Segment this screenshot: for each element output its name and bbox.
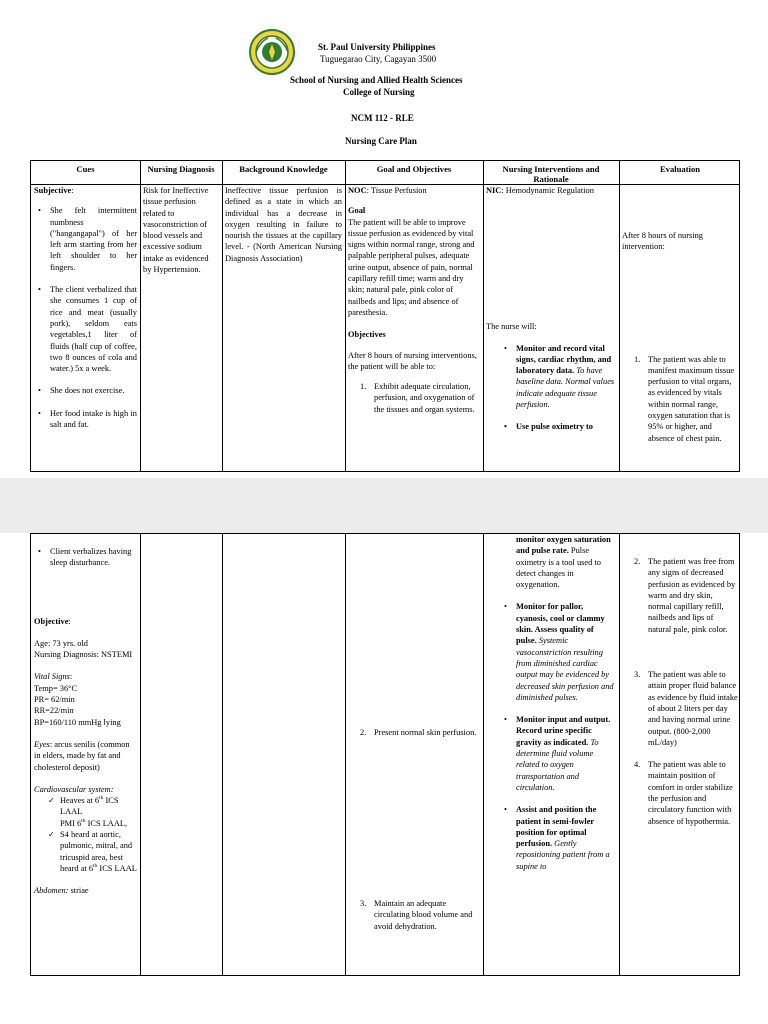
evaluation-cell-page-2 xyxy=(619,556,741,977)
noc-label: NOC xyxy=(348,186,367,195)
colon: : xyxy=(71,186,74,195)
evaluation-intro: After 8 hours of nursing intervention: xyxy=(622,231,703,252)
cues-cell-page-2 xyxy=(31,546,140,977)
evaluation-1-text: The patient was able to manifest maximum tissue perfusion to vital organs, as evidenced by vitals within normal range, oxygen saturation that is 95% or higher, and absence of chest pain. xyxy=(648,354,735,443)
interventions-cell-page-2 xyxy=(483,534,619,977)
goal-label: Goal xyxy=(348,206,366,216)
objective-1-text: Exhibit adequate circulation, perfusion, and oxygenation of the tissues and organ systems. xyxy=(374,382,475,414)
objective-2-block xyxy=(345,727,483,738)
intervention-4-title: Monitor input and output. Record urine specific gravity as indicated. xyxy=(516,715,611,747)
objective-number: 1. xyxy=(360,382,367,392)
nursing-diagnosis-text: Risk for Ineffective tissue perfusion related to vasoconstriction of blood vessels and excessive sodium intake as evidenced by Hypertension. xyxy=(143,186,209,275)
cue-item: • The client verbalized that she consumes 1 cup of rice and meat (usually pork), seldom eats vegetables,1 liter of fluids (half cup of coffee, two 8 ounces of cola and water.) 5x a week. xyxy=(34,284,137,374)
interventions-cell-page-1 xyxy=(483,185,619,473)
care-plan-table-page-1 xyxy=(30,160,740,472)
nic-text: : Hemodynamic Regulation xyxy=(501,186,594,195)
intervention-1-title: Monitor and record vital signs, cardiac rhythm, and laboratory data. xyxy=(516,343,612,376)
bp-text: BP=160/110 mmHg lying xyxy=(34,717,121,727)
document-title: Nursing Care Plan xyxy=(345,136,417,146)
document-page-1 xyxy=(0,0,768,478)
cv-finding-1c: PMI 6 xyxy=(60,818,82,828)
goals-cell-page-1 xyxy=(345,185,483,473)
column-header-nursing-diagnosis: Nursing Diagnosis xyxy=(147,164,215,174)
document-page-2 xyxy=(0,533,768,1024)
intervention-5-title: Assist and position the patient in semi-fowler position for optimal perfusion. xyxy=(516,805,597,849)
nurse-will-text: The nurse will: xyxy=(486,322,537,332)
cue-item-sleep: • Client verbalizes having sleep disturbance. xyxy=(34,546,137,569)
eyes-text: : arcus senilis (common in elders, made by fat and cholesterol deposit) xyxy=(34,739,130,772)
cv-finding-1b: ICS LAAL xyxy=(60,796,119,817)
intervention-4-rationale: To determine fluid volume related to oxygen transportation and circulation. xyxy=(516,737,599,792)
objective-3-text: Maintain an adequate circulating blood volume and avoid dehydration. xyxy=(374,899,473,931)
intervention-2-continued: monitor oxygen saturation and pulse rate. xyxy=(516,535,611,556)
page-gap xyxy=(0,478,768,533)
evaluation-number: 1. xyxy=(634,354,641,364)
course-code: NCM 112 - RLE xyxy=(351,113,414,123)
age-text: Age: 73 yrs. old xyxy=(34,638,88,648)
column-header-goal-objectives: Goal and Objectives xyxy=(376,164,452,174)
column-header-evaluation: Evaluation xyxy=(659,164,701,174)
eyes-label: Eyes xyxy=(34,739,50,749)
intervention-1-rationale: To have baseline data. Normal values indicate adequate tissue perfusion. xyxy=(516,366,615,410)
superscript: th xyxy=(93,863,98,870)
cv-finding-2a: S4 heard at aortic, pulmonic, mitral, and tricuspid area, best heard at 6 xyxy=(60,830,133,873)
cv-finding-1a: Heaves at 6 xyxy=(60,796,100,806)
rr-text: RR=22/min xyxy=(34,706,74,716)
nursing-dx-text: Nursing Diagnosis: NSTEMI xyxy=(34,650,133,660)
colon: : xyxy=(69,672,73,682)
objectives-intro: After 8 hours of nursing interventions, the patient will be able to: xyxy=(348,350,477,371)
cue-item: • She felt intermittent numbness ("hangangapal") of her left arm starting from her left shoulder to her fingers. xyxy=(34,205,137,273)
goal-text: The patient will be able to improve tissue perfusion as evidenced by vital signs within normal range, strong and palpable peripheral pulses, adequate urine output, absence of pain, normal capillary refill time; warm and dry skin; natural pale, pink color of nailbeds and lips; and absence of paresthesia. xyxy=(348,217,475,317)
objective-3-block xyxy=(345,898,483,932)
intervention-3-title: Monitor for pallor, cyanosis, cool or clammy skin. Assess quality of pulse. xyxy=(516,602,605,646)
care-plan-table-page-2 xyxy=(30,533,740,976)
cue-item: • Her food intake is high in salt and fat. xyxy=(34,408,137,431)
intervention-3-rationale: Systemic vasoconstriction resulting from diminished cardiac output may be evidenced by decreased skin perfusion and diminished pulses. xyxy=(516,636,614,702)
evaluation-number: 2. xyxy=(634,557,641,566)
evaluation-4-text: The patient was able to maintain position of comfort in order stabilize the perfusion and circulatory function with absence of hypothermia. xyxy=(648,760,733,826)
intervention-2-text: Pulse oximetry is a tool used to detect changes in oxygenation. xyxy=(516,546,601,590)
objectives-label: Objectives xyxy=(348,330,386,340)
objective-2-text: Present normal skin perfusion. xyxy=(374,728,477,737)
cues-cell-page-1 xyxy=(31,185,140,473)
abdomen-text: striae xyxy=(68,886,89,896)
cv-finding-2b: ICS LAAL xyxy=(97,863,137,873)
subjective-label: Subjective xyxy=(34,186,72,195)
evaluation-cell-page-1 xyxy=(619,185,741,473)
school-name: School of Nursing and Allied Health Sciences xyxy=(290,75,463,85)
cardiovascular-label: Cardiovascular system xyxy=(34,784,111,794)
university-seal-icon xyxy=(248,28,296,76)
evaluation-3-text: The patient was able to attain proper fluid balance as evidence by fluid intake of about 2 liters per day and having normal urine output. (800-2,000 mL/day) xyxy=(648,670,738,747)
evaluation-2-text: The patient was free from any signs of decreased perfusion as evidenced by warm and dry skin, normal capillary refill, nailbeds and lips of natural pale, pink color. xyxy=(648,557,736,634)
intervention-5-rationale: Gently repositioning patient from a supine to xyxy=(516,839,610,871)
objective-number: 2. xyxy=(360,728,367,737)
temp-text: Temp= 36°C xyxy=(34,683,78,693)
column-header-cues: Cues xyxy=(76,164,95,174)
colon: : xyxy=(110,784,114,794)
abdomen-label: Abdomen: xyxy=(34,886,69,896)
column-header-background-knowledge: Background Knowledge xyxy=(239,164,328,174)
superscript: th xyxy=(81,817,86,824)
college-name: College of Nursing xyxy=(343,87,415,97)
evaluation-number: 3. xyxy=(634,670,641,680)
nic-label: NIC xyxy=(486,186,502,195)
evaluation-number: 4. xyxy=(634,760,641,770)
column-header-interventions: Nursing Interventions and Rationale xyxy=(502,164,600,184)
cue-item: • She does not exercise. xyxy=(34,385,137,396)
noc-text: : Tissue Perfusion xyxy=(366,186,427,195)
background-knowledge-text: Ineffective tissue perfusion is defined as a state in which an individual has a decrease in oxygen resulting in failure to nourish the tissues at the capillary level. - (North American Nursing Diagnosis Association) xyxy=(225,186,342,263)
intervention-2-title: • Use pulse oximetry to xyxy=(500,421,616,432)
pr-text: PR= 62/min xyxy=(34,695,75,705)
objective-number: 3. xyxy=(360,899,367,908)
objective-label: Objective xyxy=(34,616,69,626)
colon: : xyxy=(68,616,71,626)
superscript: th xyxy=(99,795,104,802)
university-name: St. Paul University Philippines xyxy=(318,42,436,52)
university-address: Tuguegarao City, Cagayan 3500 xyxy=(320,54,437,64)
vital-signs-label: Vital Signs xyxy=(34,672,70,682)
cv-finding-1d: ICS LAAL, xyxy=(85,818,128,828)
